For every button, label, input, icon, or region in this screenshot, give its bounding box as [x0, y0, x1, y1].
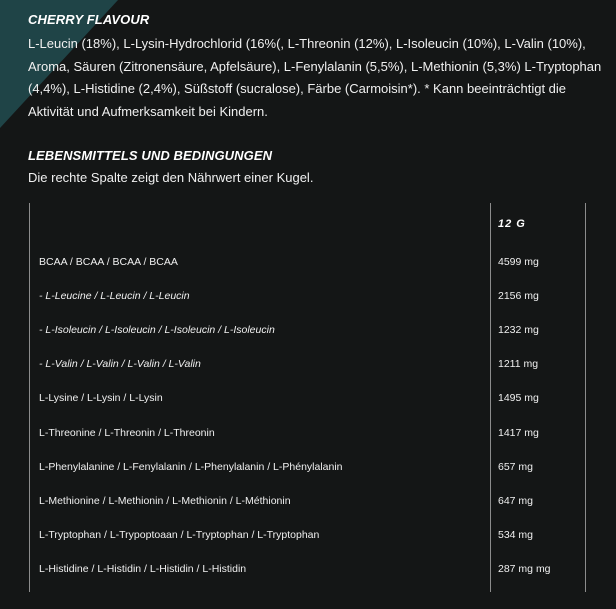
nutrition-table [29, 203, 586, 592]
table-row-value: 1495 mg [498, 392, 539, 404]
table-row-label: L-Lysine / L-Lysin / L-Lysin [39, 392, 163, 404]
table-row-label: L-Phenylalanine / L-Fenylalanin / L-Phenylalanin / L-Phénylalanin [39, 461, 343, 473]
table-row-value: 1211 mg [498, 358, 539, 370]
flavour-title: CHERRY FLAVOUR [28, 12, 150, 27]
nutrition-title: LEBENSMITTELS UND BEDINGUNGEN [28, 148, 273, 163]
column-header-serving: 12 G [498, 218, 526, 230]
table-row-label: L-Histidine / L-Histidin / L-Histidin / L-Histidin [39, 563, 247, 575]
ingredients-text: L-Leucin (18%), L-Lysin-Hydrochlorid (16%(, L-Threonin (12%), L-Isoleucin (10%), L-Valin (10%), Aroma, Säuren (Zitronensäure, Apfelsäure), L-Fenylalanin (5,5%), L-Methionin (5,3%) L-Tryptophan (4,4%), L-Histidine (2,4%), Süßstoff (sucralose), Färbe (Carmoisin*). * Kann beeinträchtigt die Aktivität und Aufmerksamkeit bei Kindern. [28, 36, 602, 119]
table-row-value: 534 mg [498, 529, 534, 541]
table-row-label: BCAA / BCAA / BCAA / BCAA [39, 256, 178, 268]
table-row-value: 2156 mg [498, 290, 539, 302]
table-row-label: L-Threonine / L-Threonin / L-Threonin [39, 427, 215, 439]
table-row-value: 647 mg [498, 495, 534, 507]
table-row-value: 1417 mg [498, 427, 539, 439]
table-row-label: - L-Leucine / L-Leucin / L-Leucin [39, 290, 190, 302]
table-row-value: 1232 mg [498, 324, 539, 336]
table-row-label: - L-Valin / L-Valin / L-Valin / L-Valin [39, 358, 201, 370]
table-row-value: 4599 mg [498, 256, 539, 268]
column-divider [490, 203, 491, 592]
table-row-label: - L-Isoleucin / L-Isoleucin / L-Isoleucin / L-Isoleucin [39, 324, 275, 336]
table-row-value: 287 mg mg [498, 563, 551, 575]
table-row-value: 657 mg [498, 461, 534, 473]
table-row-label: L-Methionine / L-Methionin / L-Methionin / L-Méthionin [39, 495, 291, 507]
nutrition-subtitle: Die rechte Spalte zeigt den Nährwert einer Kugel. [28, 170, 314, 185]
table-row-label: L-Tryptophan / L-Trypoptoaan / L-Tryptophan / L-Tryptophan [39, 529, 320, 541]
